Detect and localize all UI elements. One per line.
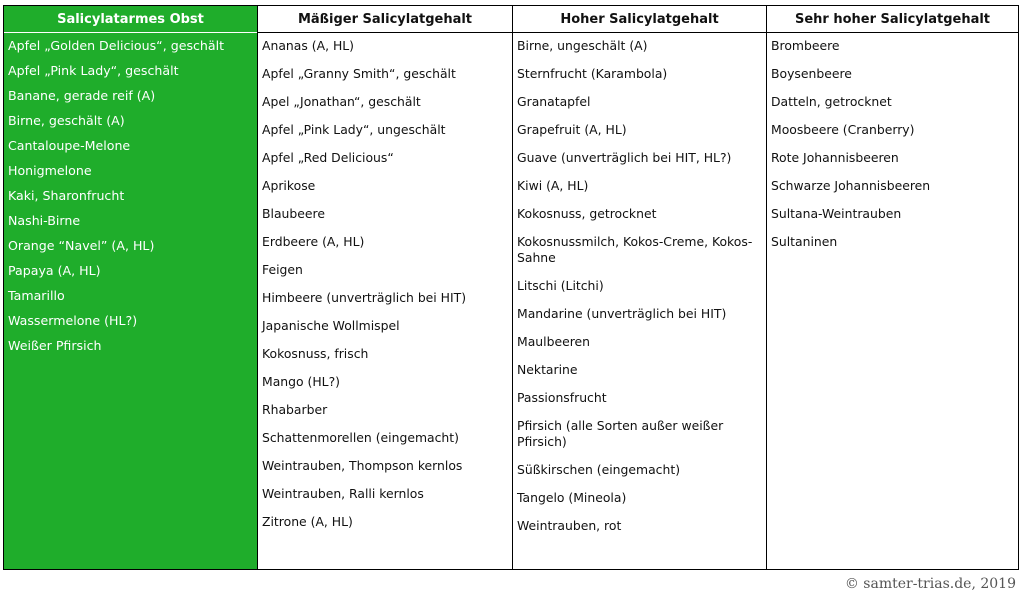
- list-item: Birne, geschält (A): [8, 113, 125, 128]
- list-item: Orange “Navel” (A, HL): [8, 238, 155, 253]
- list-item: Weintrauben, rot: [517, 518, 622, 533]
- column-very-high-salicylate: [767, 6, 1018, 569]
- list-item: Nektarine: [517, 362, 578, 377]
- list-item: Kiwi (A, HL): [517, 178, 589, 193]
- list-item: Kokosnuss, frisch: [262, 346, 369, 361]
- list-item: Apel „Jonathan“, geschält: [262, 94, 421, 109]
- column-low-salicylate: [4, 6, 258, 569]
- list-item: Honigmelone: [8, 163, 92, 178]
- column-header: Hoher Salicylatgehalt: [513, 6, 766, 33]
- salicylate-table: [3, 5, 1019, 570]
- fruit-list: [4, 33, 257, 362]
- list-item: Schattenmorellen (eingemacht): [262, 430, 459, 445]
- list-item: Kokosnuss, getrocknet: [517, 206, 657, 221]
- list-item: Weintrauben, Ralli kernlos: [262, 486, 424, 501]
- list-item: Apfel „Granny Smith“, geschält: [262, 66, 456, 81]
- list-item: Cantaloupe-Melone: [8, 138, 131, 153]
- list-item: Passionsfrucht: [517, 390, 607, 405]
- list-item: Boysenbeere: [771, 66, 852, 81]
- list-item: Kaki, Sharonfrucht: [8, 188, 125, 203]
- list-item: Granatapfel: [517, 94, 591, 109]
- list-item: Apfel „Pink Lady“, geschält: [8, 63, 179, 78]
- column-moderate-salicylate: [258, 6, 513, 569]
- list-item: Tamarillo: [8, 288, 65, 303]
- list-item: Guave (unverträglich bei HIT, HL?): [517, 150, 732, 165]
- list-item: Apfel „Pink Lady“, ungeschält: [262, 122, 446, 137]
- list-item: Weißer Pfirsich: [8, 338, 102, 353]
- list-item: Aprikose: [262, 178, 316, 193]
- list-item: Schwarze Johannisbeeren: [771, 178, 931, 193]
- list-item: Sultaninen: [771, 234, 838, 249]
- fruit-list: [513, 33, 766, 544]
- list-item: Brombeere: [771, 38, 840, 53]
- column-high-salicylate: [513, 6, 767, 569]
- list-item: Sultana-Weintrauben: [771, 206, 902, 221]
- list-item: Nashi-Birne: [8, 213, 81, 228]
- list-item: Ananas (A, HL): [262, 38, 355, 53]
- list-item: Kokosnussmilch, Kokos-Creme, Kokos-Sahne: [517, 234, 753, 265]
- column-header: Salicylatarmes Obst: [4, 6, 257, 33]
- list-item: Wassermelone (HL?): [8, 313, 138, 328]
- fruit-list: [767, 33, 1018, 260]
- list-item: Himbeere (unverträglich bei HIT): [262, 290, 467, 305]
- list-item: Banane, gerade reif (A): [8, 88, 156, 103]
- list-item: Maulbeeren: [517, 334, 590, 349]
- list-item: Litschi (Litchi): [517, 278, 604, 293]
- list-item: Zitrone (A, HL): [262, 514, 353, 529]
- list-item: Rhabarber: [262, 402, 328, 417]
- column-header: Sehr hoher Salicylatgehalt: [767, 6, 1018, 33]
- list-item: Grapefruit (A, HL): [517, 122, 627, 137]
- list-item: Blaubeere: [262, 206, 325, 221]
- list-item: Birne, ungeschält (A): [517, 38, 648, 53]
- list-item: Rote Johannisbeeren: [771, 150, 899, 165]
- fruit-list: [258, 33, 512, 540]
- list-item: Moosbeere (Cranberry): [771, 122, 915, 137]
- list-item: Apfel „Golden Delicious“, geschält: [8, 38, 225, 53]
- copyright-notice: © samter-trias.de, 2019: [844, 576, 1016, 592]
- list-item: Tangelo (Mineola): [517, 490, 627, 505]
- list-item: Japanische Wollmispel: [262, 318, 400, 333]
- list-item: Datteln, getrocknet: [771, 94, 892, 109]
- list-item: Mandarine (unverträglich bei HIT): [517, 306, 727, 321]
- list-item: Sternfrucht (Karambola): [517, 66, 668, 81]
- list-item: Weintrauben, Thompson kernlos: [262, 458, 463, 473]
- list-item: Apfel „Red Delicious“: [262, 150, 394, 165]
- list-item: Mango (HL?): [262, 374, 340, 389]
- list-item: Erdbeere (A, HL): [262, 234, 365, 249]
- list-item: Feigen: [262, 262, 303, 277]
- list-item: Papaya (A, HL): [8, 263, 101, 278]
- list-item: Süßkirschen (eingemacht): [517, 462, 681, 477]
- list-item: Pfirsich (alle Sorten außer weißer Pfirsich): [517, 418, 724, 449]
- column-header: Mäßiger Salicylatgehalt: [258, 6, 512, 33]
